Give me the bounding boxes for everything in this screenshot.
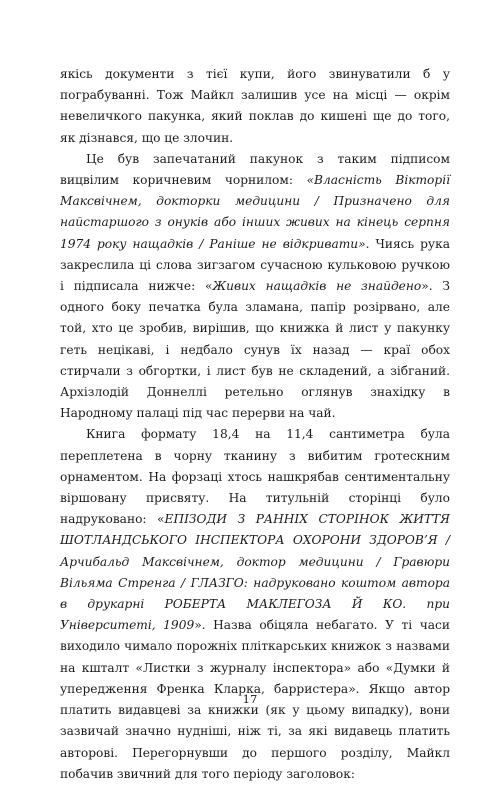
text-run: Книга формату 18,4 на 11,4 сантиметра була переплетена в чорну тканину з вибитим гротескним орнаментом. На форзаці хтось нашкрябав сентиментальну віршовану присвяту. На титульній сторінці було надруковано: « [60,427,450,527]
text-run: якісь документи з тієї купи, його звинуватили б у пограбуванні. Тож Майкл залишив усе на місці — окрім невеличкого пакунка, який поклав до кишені ще до того, як дізнався, що це злочин. [60,67,450,145]
text-run: . Чиясь рука закреслила ці слова зигзагом сучасною кульковою ручкою і підписала нижче: « [60,236,450,294]
text-run: ». Назва обіцяла небагато. У ті часи виходило чимало порожніх пліткарських книжок з назвами на кшталт «Листки з журналу інспектора» або «Думки й упередження Френка Кларка, барристера». Якщо автор платить видавцеві за книжки (як у цьому випадку), вони зазвичай значно нудніші, ніж ті, за які видавець платить авторові. Перегорнувши до першого розділу, Майкл побачив звичний для того періоду заголовок: [60,618,450,781]
text-run: ». З одного боку печатка була зламана, папір розірвано, але той, хто це зробив, вирішив, що книжка й лист у пакунку геть нецікаві, і недбало сунув їх назад — краї обох стирчали з обгортки, і лист був не складений, а зібганий. Архізлодій Доннеллі ретельно оглянув знахідку в Народному палаці під час перерви на чай. [60,279,450,421]
paragraph-1 [60,64,450,149]
italic-run: Живих нащадків не знайдено [212,279,422,294]
page-number: 17 [242,692,258,706]
paragraph-3 [60,424,450,784]
italic-run: ЕПІЗОДИ З РАННІХ СТОРІНОК ЖИТТЯ ШОТЛАНДСЬКОГО ІНСПЕКТОРА ОХОРОНИ ЗДОРОВ’Я / Арчибальд Максвічнем, доктор медицини / Гравюри Вільяма Стренга / ГЛАЗГО: надруковано коштом автора в друкарні РОБЕРТА МАКЛЕГОЗА Й КО. при Університеті, 1909 [60,512,450,633]
text-run: Це був запечатаний пакунок з таким підписом вицвілим коричневим чорнилом: [60,151,450,188]
paragraph-2 [60,149,450,425]
page-body [60,64,450,785]
italic-run: «Власність Вікторії Максвічнем, докторки медицини / Призначено для найстаршого з онуків або інших живих на кінець серпня 1974 року нащадків / Раніше не відкривати» [60,173,450,251]
